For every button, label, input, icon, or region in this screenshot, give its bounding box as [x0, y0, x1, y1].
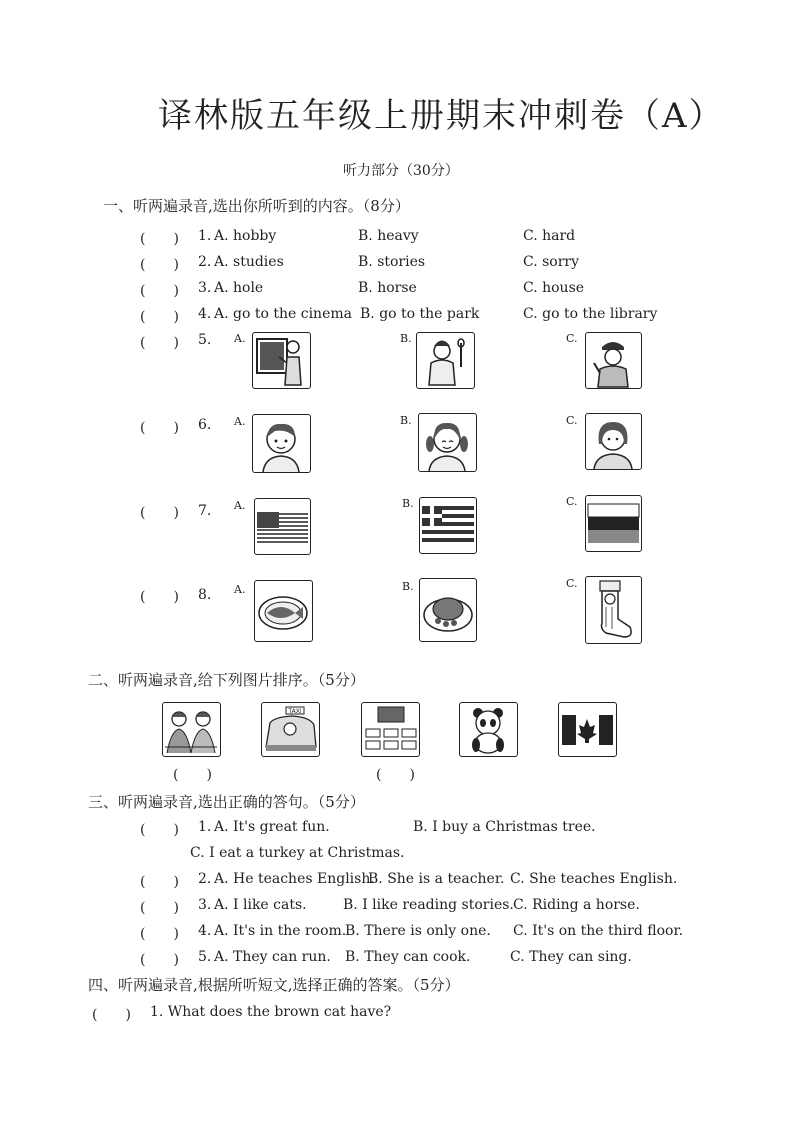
- option-a: A. go to the cinema: [214, 306, 352, 322]
- fish-dish-icon[interactable]: [254, 580, 313, 642]
- answer-blank[interactable]: ( ): [140, 589, 179, 605]
- policeman-icon[interactable]: [585, 332, 642, 389]
- option-a-label: A.: [234, 332, 246, 345]
- option-b-label: B.: [400, 332, 412, 345]
- question-number: 1.: [198, 819, 212, 835]
- canada-flag-icon[interactable]: [558, 702, 617, 757]
- answer-blank[interactable]: ( ): [140, 505, 179, 521]
- option-b: B. heavy: [358, 228, 419, 244]
- option-b: B. go to the park: [360, 306, 480, 322]
- option-b: B. They can cook.: [345, 949, 471, 965]
- option-a: A. They can run.: [214, 949, 331, 965]
- cook-icon[interactable]: [416, 332, 475, 389]
- option-c: C. go to the library: [523, 306, 658, 322]
- option-a-label: A.: [234, 415, 246, 428]
- question-number: 6.: [198, 417, 212, 433]
- option-a-label: A.: [234, 499, 246, 512]
- option-a: A. hobby: [214, 228, 277, 244]
- option-c: C. She teaches English.: [510, 871, 678, 887]
- boy-icon[interactable]: [252, 414, 311, 473]
- option-c: C. They can sing.: [510, 949, 632, 965]
- page-title: 译林版五年级上册期末冲刺卷（A）: [158, 96, 725, 136]
- option-c-label: C.: [566, 577, 578, 590]
- taxi-sign: TAXI: [288, 708, 302, 715]
- section1-heading: 一、听两遍录音,选出你所听到的内容。（8分）: [103, 197, 410, 215]
- answer-blank[interactable]: ( ): [140, 822, 179, 838]
- answer-blank[interactable]: ( ): [92, 1007, 131, 1023]
- children-icon[interactable]: [162, 702, 221, 757]
- answer-blank[interactable]: ( ): [140, 231, 179, 247]
- girl-short-hair-icon[interactable]: [585, 413, 642, 470]
- answer-blank[interactable]: ( ): [376, 767, 415, 783]
- question-text: 1. What does the brown cat have?: [150, 1004, 392, 1020]
- christmas-stocking-icon[interactable]: [585, 576, 642, 644]
- answer-blank[interactable]: ( ): [140, 309, 179, 325]
- option-a-label: A.: [234, 583, 246, 596]
- question-number: 2.: [198, 871, 212, 887]
- option-c: C. It's on the third floor.: [513, 923, 684, 939]
- option-a: A. hole: [214, 280, 264, 296]
- option-a: A. It's great fun.: [214, 819, 330, 835]
- option-c-label: C.: [566, 495, 578, 508]
- option-b: B. horse: [358, 280, 417, 296]
- classroom-icon[interactable]: [361, 702, 420, 757]
- option-b-label: B.: [400, 414, 412, 427]
- answer-blank[interactable]: ( ): [140, 900, 179, 916]
- listening-subtitle: 听力部分（30分）: [343, 163, 459, 179]
- answer-blank[interactable]: ( ): [140, 926, 179, 942]
- option-b-label: B.: [402, 497, 414, 510]
- teacher-icon[interactable]: [252, 332, 311, 389]
- option-c: C. I eat a turkey at Christmas.: [190, 845, 405, 861]
- option-b: B. stories: [358, 254, 426, 270]
- option-b: B. I like reading stories.: [343, 897, 514, 913]
- turkey-dish-icon[interactable]: [419, 578, 477, 642]
- option-a: A. studies: [214, 254, 284, 270]
- answer-blank[interactable]: ( ): [173, 767, 212, 783]
- question-number: 4.: [198, 306, 212, 322]
- answer-blank[interactable]: ( ): [140, 952, 179, 968]
- option-c: C. hard: [523, 228, 576, 244]
- option-b: B. There is only one.: [345, 923, 491, 939]
- question-number: 8.: [198, 587, 212, 603]
- answer-blank[interactable]: ( ): [140, 420, 179, 436]
- answer-blank[interactable]: ( ): [140, 257, 179, 273]
- question-number: 3.: [198, 280, 212, 296]
- section3-heading: 三、听两遍录音,选出正确的答句。（5分）: [88, 793, 365, 811]
- question-number: 5.: [198, 332, 212, 348]
- option-b-label: B.: [402, 580, 414, 593]
- option-a: A. I like cats.: [214, 897, 307, 913]
- option-c-label: C.: [566, 332, 578, 345]
- question-number: 3.: [198, 897, 212, 913]
- section2-heading: 二、听两遍录音,给下列图片排序。（5分）: [88, 671, 365, 689]
- option-c: C. Riding a horse.: [513, 897, 640, 913]
- panda-icon[interactable]: [459, 702, 518, 757]
- tricolour-flag-icon[interactable]: [585, 495, 642, 552]
- taxi-icon[interactable]: [261, 702, 320, 757]
- answer-blank[interactable]: ( ): [140, 283, 179, 299]
- answer-blank[interactable]: ( ): [140, 874, 179, 890]
- section4-heading: 四、听两遍录音,根据所听短文,选择正确的答案。（5分）: [88, 976, 460, 994]
- option-a: A. He teaches English.: [214, 871, 375, 887]
- question-number: 4.: [198, 923, 212, 939]
- girl-icon[interactable]: [418, 413, 477, 472]
- option-c: C. sorry: [523, 254, 580, 270]
- option-b: B. I buy a Christmas tree.: [413, 819, 596, 835]
- question-number: 5.: [198, 949, 212, 965]
- option-c: C. house: [523, 280, 585, 296]
- question-number: 7.: [198, 503, 212, 519]
- question-number: 1.: [198, 228, 212, 244]
- answer-blank[interactable]: ( ): [140, 335, 179, 351]
- greece-flag-icon[interactable]: [419, 497, 477, 554]
- usa-flag-icon[interactable]: [254, 498, 311, 555]
- option-a: A. It's in the room.: [214, 923, 347, 939]
- question-number: 2.: [198, 254, 212, 270]
- option-b: B. She is a teacher.: [368, 871, 505, 887]
- option-c-label: C.: [566, 414, 578, 427]
